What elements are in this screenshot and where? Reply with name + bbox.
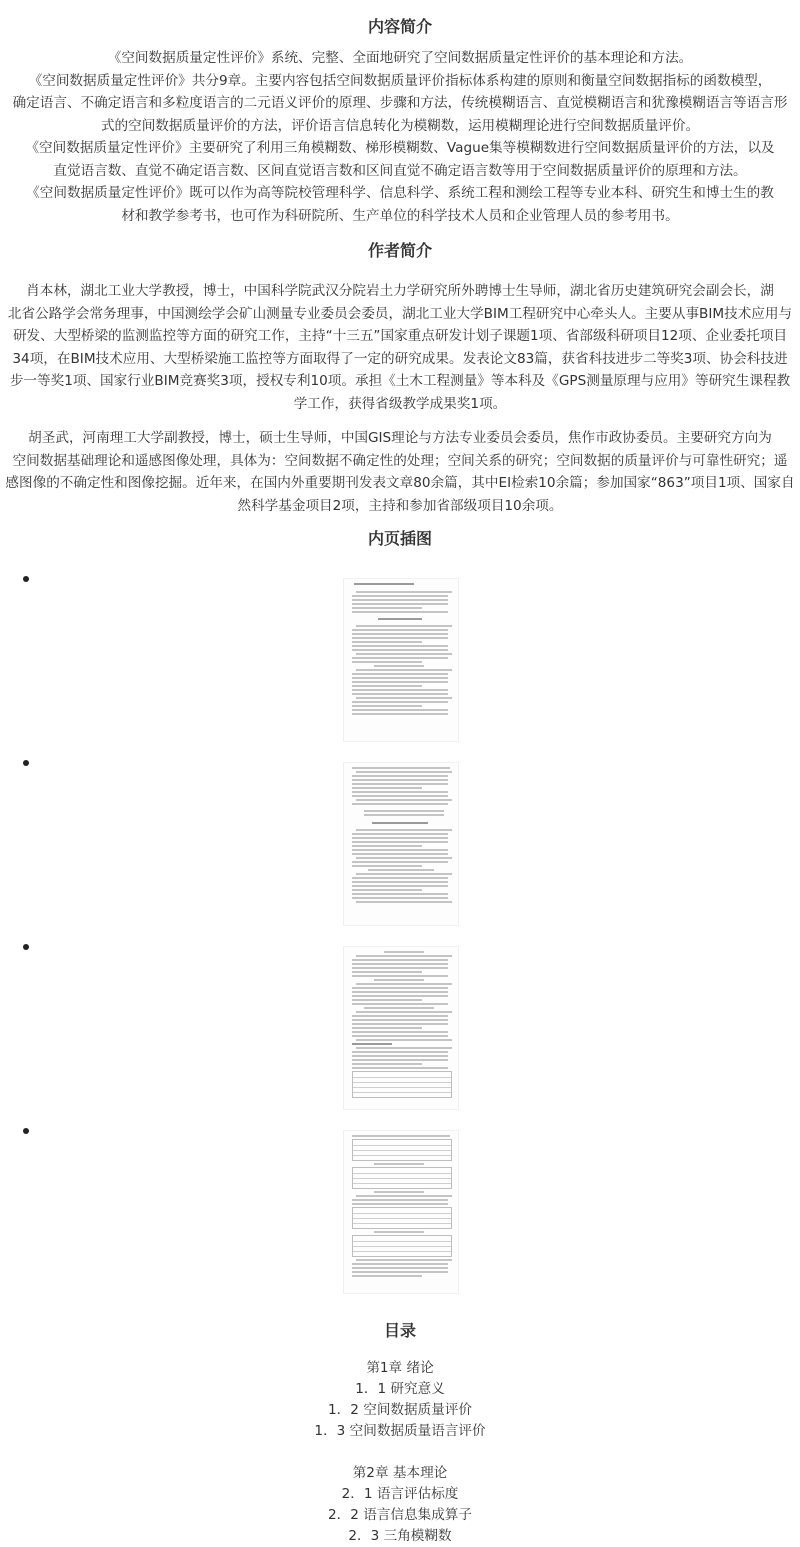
toc-chapter: 第2章 基本理论 xyxy=(352,1465,448,1481)
thumbnail-text-line xyxy=(352,1275,422,1277)
author-bio-2 xyxy=(0,427,800,517)
thumbnail-text-line xyxy=(352,967,448,969)
intro-line: 式的空间数据质量评价的方法，评价语言信息转化为模糊数，运用模糊理论进行空间数据质量评价。 xyxy=(100,117,700,134)
thumbnail-text-line xyxy=(352,963,448,965)
thumbnail-text-line xyxy=(352,1059,448,1061)
thumbnail-table xyxy=(352,1235,452,1257)
list-bullet xyxy=(23,760,29,766)
thumbnail-text-line xyxy=(352,595,448,597)
thumbnail-text-line xyxy=(352,633,448,635)
thumbnail-text-line xyxy=(352,1263,448,1265)
thumbnail-text-line xyxy=(356,771,452,773)
thumbnail-text-line xyxy=(356,955,452,957)
thumbnail-text-line xyxy=(352,795,448,797)
thumbnail-text-line xyxy=(352,767,450,769)
thumbnail-text-line xyxy=(352,1135,450,1137)
thumbnail-table xyxy=(352,1167,452,1189)
thumbnail-text-line xyxy=(352,865,422,867)
thumbnail-text-line xyxy=(374,1231,424,1233)
thumbnail-text-line xyxy=(374,1163,424,1165)
intro-line: 《空间数据质量定性评价》系统、完整、全面地研究了空间数据质量定性评价的基本理论和方法。 xyxy=(107,50,693,66)
thumbnail-table xyxy=(352,1139,452,1161)
thumbnail-text-line xyxy=(356,697,452,699)
intro-line: 直觉语言数、直觉不确定语言数、区间直觉语言数和区间直觉不确定语言数等用于空间数据质量评价的原理和方法。 xyxy=(53,162,747,179)
toc-section: 1．3 空间数据质量语言评价 xyxy=(314,1423,486,1439)
thumbnail-text-line xyxy=(352,849,448,851)
author-bio-line: 北省公路学会常务理事，中国测绘学会矿山测量专业委员会委员，湖北工业大学BIM工程研究中心牵头人。主要从事BIM技术应用与 xyxy=(7,305,793,322)
author-bio-line: 感图像的不确定性和图像挖掘。近年来，在国内外重要期刊发表文章80余篇，其中EI检索10余篇；参加国家“863”项目1项、国家自 xyxy=(5,475,795,491)
thumbnail-text-line xyxy=(356,591,452,593)
intro-line: 确定语言、不确定语言和多粒度语言的二元语义评价的原理、步骤和方法，传统模糊语言、直觉模糊语言和犹豫模糊语言等语言形 xyxy=(12,95,788,111)
toc-section: 2．3 三角模糊数 xyxy=(348,1528,452,1544)
author-bio-line: 步一等奖1项、国家行业BIM竞赛奖3项，授权专利10项。承担《土木工程测量》等本科及《GPS测量原理与应用》等研究生课程教 xyxy=(9,373,791,389)
table-of-contents xyxy=(0,1358,800,1547)
toc-spacer xyxy=(0,1442,800,1463)
intro-line: 《空间数据质量定性评价》共分9章。主要内容包括空间数据质量评价指标体系构建的原则和衡量空间数据指标的函数模型， xyxy=(28,72,772,89)
thumbnail-text-line xyxy=(374,1191,424,1193)
page-thumbnail-1 xyxy=(343,578,459,742)
thumbnail-text-line xyxy=(352,1023,448,1025)
thumbnail-text-line xyxy=(352,975,448,977)
thumbnail-text-line xyxy=(352,775,448,777)
thumbnail-text-line xyxy=(352,881,448,883)
thumbnail-text-line xyxy=(352,897,448,899)
thumbnail-text-line xyxy=(352,1055,448,1057)
thumbnail-text-line xyxy=(374,979,424,981)
thumbnail-text-line xyxy=(352,705,422,707)
thumbnail-text-line xyxy=(352,1203,448,1205)
thumbnail-text-line xyxy=(352,877,448,879)
section-heading-illustrations: 内页插图 xyxy=(367,529,432,548)
thumbnail-text-line xyxy=(354,583,414,585)
thumbnail-text-line xyxy=(356,1011,452,1013)
thumbnail-text-line xyxy=(352,1003,448,1005)
thumbnail-text-line xyxy=(352,681,448,683)
thumbnail-text-line xyxy=(364,810,444,812)
thumbnail-text-line xyxy=(352,791,448,793)
thumbnail-text-line xyxy=(352,1015,448,1017)
thumbnail-text-line xyxy=(356,625,452,627)
thumbnail-text-line xyxy=(356,983,452,985)
author-bio-line: 34项，在BIM技术应用、大型桥梁施工监控等方面取得了一定的研究成果。发表论文83篇，获省科技进步二等奖3项、协会科技进 xyxy=(12,350,788,367)
thumbnail-text-line xyxy=(352,713,448,715)
thumbnail-text-line xyxy=(352,701,448,703)
thumbnail-text-line xyxy=(352,1043,392,1045)
thumbnail-text-line xyxy=(352,893,448,895)
thumbnail-text-line xyxy=(352,629,448,631)
section-heading-author: 作者简介 xyxy=(367,241,432,260)
thumbnail-text-line xyxy=(356,857,452,859)
thumbnail-text-line xyxy=(352,853,448,855)
thumbnail-text-line xyxy=(352,885,448,887)
toc-chapter: 第1章 绪论 xyxy=(366,1360,434,1376)
thumbnail-text-line xyxy=(352,611,448,613)
thumbnail-text-line xyxy=(356,901,452,903)
author-bio-1 xyxy=(0,280,800,415)
thumbnail-text-line xyxy=(352,959,448,961)
page-thumbnail-3 xyxy=(343,946,459,1110)
thumbnail-text-line xyxy=(352,603,448,605)
thumbnail-text-line xyxy=(356,653,452,655)
thumbnail-text-line xyxy=(352,673,448,675)
author-bio-line: 然科学基金项目2项，主持和参加省部级项目10余项。 xyxy=(237,497,563,514)
thumbnail-text-line xyxy=(352,677,448,679)
thumbnail-text-line xyxy=(364,814,444,816)
thumbnail-table xyxy=(352,1207,452,1229)
thumbnail-text-line xyxy=(352,693,448,695)
intro-text xyxy=(0,47,800,227)
intro-line: 《空间数据质量定性评价》既可以作为高等院校管理科学、信息科学、系统工程和测绘工程等专业本科、研究生和博士生的教 xyxy=(26,185,774,201)
intro-line: 《空间数据质量定性评价》主要研究了利用三角模糊数、梯形模糊数、Vague集等模糊数进行空间数据质量评价的方法，以及 xyxy=(25,140,775,156)
toc-section: 2．1 语言评估标度 xyxy=(341,1486,459,1502)
thumbnail-text-line xyxy=(352,803,448,805)
thumbnail-text-line xyxy=(352,861,448,863)
thumbnail-text-line xyxy=(352,685,422,687)
thumbnail-text-line xyxy=(352,991,448,993)
thumbnail-text-line xyxy=(352,837,448,839)
list-bullet xyxy=(23,944,29,950)
thumbnail-text-line xyxy=(352,641,422,643)
list-bullet xyxy=(23,576,29,582)
thumbnail-text-line xyxy=(356,829,452,831)
thumbnail-text-line xyxy=(352,637,448,639)
thumbnail-text-line xyxy=(378,618,422,620)
thumbnail-text-line xyxy=(352,971,422,973)
author-bio-line: 胡圣武，河南理工大学副教授，博士，硕士生导师，中国GIS理论与方法专业委员会委员，焦作市政协委员。主要研究方向为 xyxy=(28,430,772,446)
thumbnail-text-line xyxy=(352,1019,448,1021)
author-bio-line: 研发、大型桥梁的监测监控等方面的研究工作，主持“十三五”国家重点研发计划子课题1项、省部级科研项目12项、企业委托项目 xyxy=(12,328,788,344)
thumbnail-text-line xyxy=(374,665,424,667)
thumbnail-text-line xyxy=(352,889,422,891)
thumbnail-text-line xyxy=(372,822,428,824)
thumbnail-text-line xyxy=(352,1027,422,1029)
thumbnail-text-line xyxy=(352,999,422,1001)
thumbnail-text-line xyxy=(352,845,422,847)
list-bullet xyxy=(23,1128,29,1134)
section-heading-toc: 目录 xyxy=(383,1321,416,1340)
thumbnail-text-line xyxy=(352,833,448,835)
thumbnail-text-line xyxy=(352,657,448,659)
thumbnail-text-line xyxy=(352,987,448,989)
thumbnail-text-line xyxy=(356,1259,452,1261)
intro-line: 材和教学参考书，也可作为科研院所、生产单位的科学技术人员和企业管理人员的参考用书。 xyxy=(121,207,679,224)
thumbnail-text-line xyxy=(352,1035,448,1037)
thumbnail-text-line xyxy=(352,607,422,609)
thumbnail-text-line xyxy=(352,649,448,651)
thumbnail-text-line xyxy=(356,1047,452,1049)
thumbnail-text-line xyxy=(352,1271,448,1273)
thumbnail-text-line xyxy=(352,661,422,663)
thumbnail-text-line xyxy=(352,689,448,691)
thumbnail-text-line xyxy=(352,787,422,789)
thumbnail-text-line xyxy=(368,869,434,871)
author-bio-line: 肖本林，湖北工业大学教授，博士，中国科学院武汉分院岩土力学研究所外聘博士生导师，湖北省历史建筑研究会副会长，湖 xyxy=(26,283,774,299)
thumbnail-text-line xyxy=(352,1267,448,1269)
thumbnail-text-line xyxy=(352,783,448,785)
thumbnail-text-line xyxy=(352,599,448,601)
thumbnail-table xyxy=(352,1071,452,1098)
thumbnail-text-line xyxy=(356,1039,452,1041)
page-thumbnail-4 xyxy=(343,1130,459,1294)
thumbnail-text-line xyxy=(352,995,448,997)
thumbnail-text-line xyxy=(352,1067,448,1069)
thumbnail-text-line xyxy=(356,873,452,875)
page-thumbnail-2 xyxy=(343,762,459,926)
thumbnail-text-line xyxy=(352,1199,448,1201)
author-bio-line: 学工作，获得省级教学成果奖1项。 xyxy=(293,395,507,412)
thumbnail-text-line xyxy=(356,669,452,671)
thumbnail-text-line xyxy=(352,1063,422,1065)
thumbnail-text-line xyxy=(352,1031,448,1033)
thumbnail-text-line xyxy=(356,1195,452,1197)
thumbnail-text-line xyxy=(384,951,424,953)
section-heading-intro: 内容简介 xyxy=(367,17,432,36)
toc-section: 1．2 空间数据质量评价 xyxy=(328,1402,472,1418)
thumbnail-text-line xyxy=(356,799,452,801)
author-bio-line: 空间数据基础理论和遥感图像处理，具体为：空间数据不确定性的处理；空间关系的研究；空间数据的质量评价与可靠性研究；遥 xyxy=(12,452,788,469)
thumbnail-text-line xyxy=(352,841,448,843)
thumbnail-text-line xyxy=(352,779,448,781)
thumbnail-text-line xyxy=(364,1007,434,1009)
thumbnail-text-line xyxy=(352,1051,448,1053)
toc-section: 2．2 语言信息集成算子 xyxy=(328,1507,472,1523)
thumbnail-text-line xyxy=(352,709,448,711)
thumbnail-text-line xyxy=(352,645,448,647)
toc-section: 1．1 研究意义 xyxy=(355,1381,445,1397)
